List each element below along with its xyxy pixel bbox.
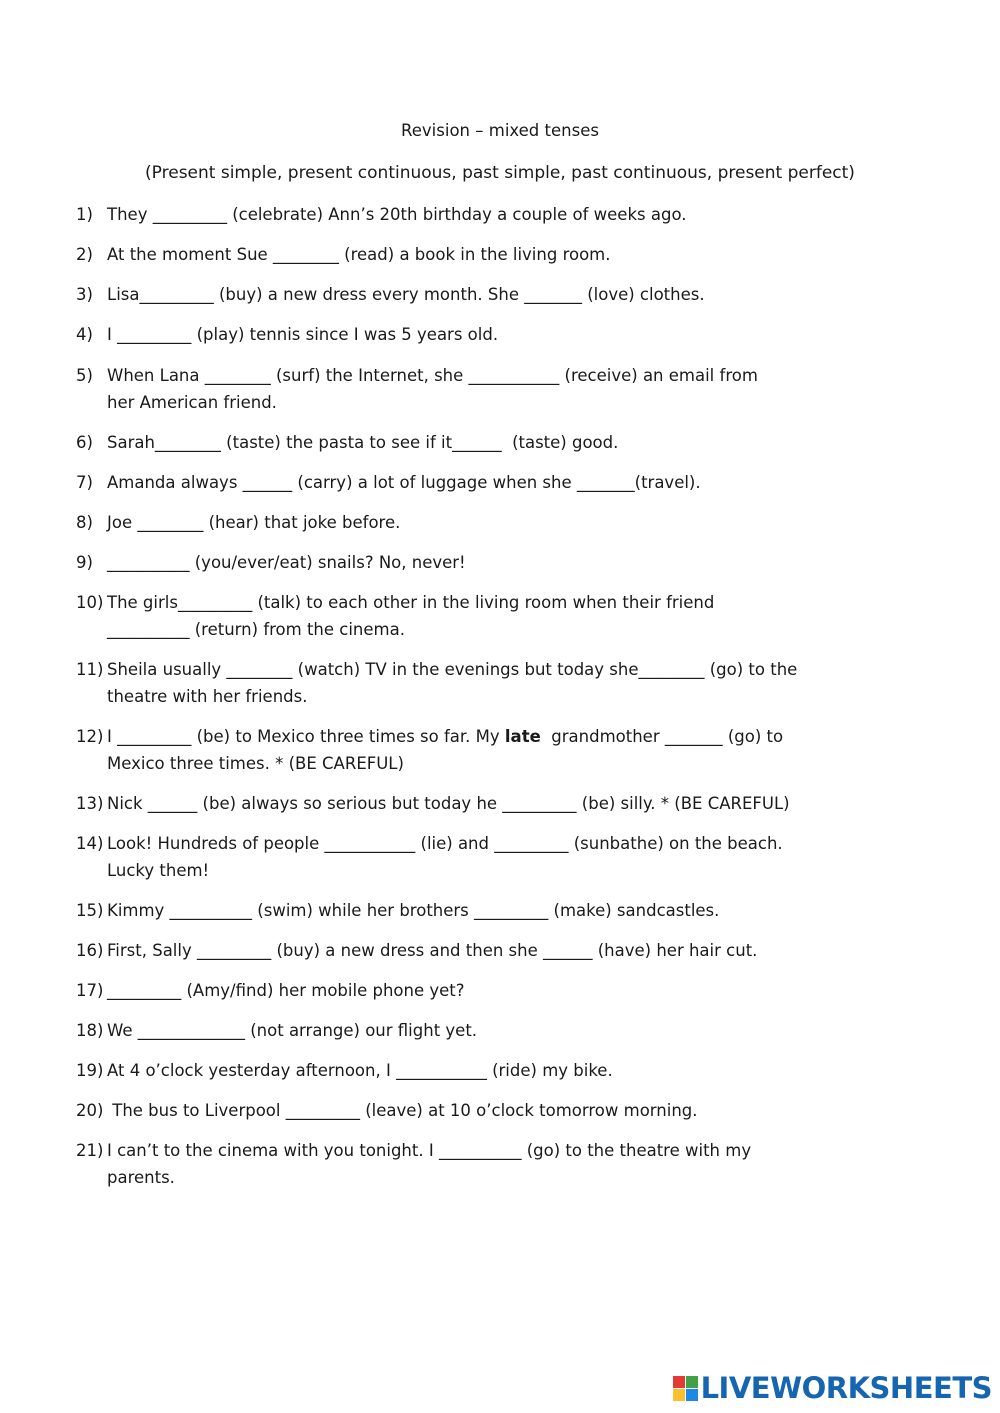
item-line: The bus to Liverpool _________ (leave) at 10 o’clock tomorrow morning. (107, 1101, 698, 1120)
item-text (107, 550, 896, 577)
item-line: At 4 o’clock yesterday afternoon, I ___________ (ride) my bike. (107, 1061, 613, 1080)
item-number: 21) (76, 1141, 104, 1160)
list-item (76, 590, 896, 643)
emphasis-word: late (504, 727, 541, 746)
item-text (107, 978, 896, 1005)
item-number: 7) (76, 473, 93, 492)
list-item (76, 322, 896, 349)
logo-square (673, 1376, 685, 1388)
item-number: 12) (76, 727, 104, 746)
item-line: _________ (Amy/find) her mobile phone yet? (107, 981, 465, 1000)
item-line: The girls_________ (talk) to each other in the living room when their friend (107, 593, 715, 612)
item-line: First, Sally _________ (buy) a new dress and then she ______ (have) her hair cut. (107, 941, 758, 960)
list-item (76, 363, 896, 416)
item-text (107, 1138, 896, 1191)
item-number: 10) (76, 593, 104, 612)
list-item (76, 510, 896, 537)
logo-text: LIVEWORKSHEETS (700, 1371, 992, 1405)
item-number: 20) (76, 1101, 104, 1120)
item-line: grandmother _______ (go) to (540, 727, 784, 746)
item-text (107, 657, 896, 710)
item-line: When Lana ________ (surf) the Internet, she ___________ (receive) an email from (107, 366, 758, 385)
item-text (107, 363, 896, 416)
item-text (107, 1098, 896, 1125)
item-line: I _________ (be) to Mexico three times so far. My (107, 727, 505, 746)
item-text (107, 510, 896, 537)
list-item (76, 242, 896, 269)
list-item (76, 1138, 896, 1191)
item-number: 16) (76, 941, 104, 960)
item-number: 18) (76, 1021, 104, 1040)
item-number: 6) (76, 433, 93, 452)
list-item (76, 430, 896, 457)
item-number: 4) (76, 325, 93, 344)
item-number: 8) (76, 513, 93, 532)
logo-mark-icon (673, 1376, 698, 1401)
item-line: I can’t to the cinema with you tonight. I __________ (go) to the theatre with my (107, 1141, 752, 1160)
list-item (76, 978, 896, 1005)
item-text (107, 724, 896, 777)
list-item (76, 282, 896, 309)
item-line: theatre with her friends. (107, 686, 308, 706)
item-number: 19) (76, 1061, 104, 1080)
item-number: 1) (76, 205, 93, 224)
item-line: At the moment Sue ________ (read) a book in the living room. (107, 245, 611, 264)
item-line: __________ (return) from the cinema. (107, 619, 405, 639)
item-line: her American friend. (107, 392, 277, 412)
item-number: 2) (76, 245, 93, 264)
item-line: I _________ (play) tennis since I was 5 years old. (107, 325, 499, 344)
item-line: __________ (you/ever/eat) snails? No, never! (107, 553, 466, 572)
item-number: 3) (76, 285, 93, 304)
logo-square (673, 1389, 685, 1401)
item-text (107, 470, 896, 497)
list-item (76, 1098, 896, 1125)
item-text (107, 898, 896, 925)
page-title: Revision – mixed tenses (401, 121, 599, 140)
item-text (107, 1058, 896, 1085)
list-item (76, 657, 896, 710)
list-item (76, 1018, 896, 1045)
item-number: 14) (76, 834, 104, 853)
item-text (107, 282, 896, 309)
list-item (76, 470, 896, 497)
item-number: 5) (76, 366, 93, 385)
item-line: Lisa_________ (buy) a new dress every month. She _______ (love) clothes. (107, 285, 705, 304)
logo-square (686, 1389, 698, 1401)
item-number: 15) (76, 901, 104, 920)
item-number: 17) (76, 981, 104, 1000)
item-number: 11) (76, 660, 104, 679)
item-number: 13) (76, 794, 104, 813)
item-line: Sheila usually ________ (watch) TV in the evenings but today she________ (go) to the (107, 660, 798, 679)
item-line: Amanda always ______ (carry) a lot of luggage when she _______(travel). (107, 473, 701, 492)
item-line: parents. (107, 1167, 175, 1187)
item-line: Joe ________ (hear) that joke before. (107, 513, 401, 532)
item-text (107, 791, 896, 818)
item-number: 9) (76, 553, 93, 572)
item-line: Lucky them! (107, 860, 210, 880)
list-item (76, 724, 896, 777)
item-line: Mexico three times. * (BE CAREFUL) (107, 753, 404, 773)
list-item (76, 898, 896, 925)
page-subtitle: (Present simple, present continuous, past simple, past continuous, present perfect) (145, 163, 855, 183)
item-line: Kimmy __________ (swim) while her brothers _________ (make) sandcastles. (107, 901, 720, 920)
item-line: Look! Hundreds of people ___________ (lie) and _________ (sunbathe) on the beach. (107, 834, 783, 853)
item-line: We _____________ (not arrange) our flight yet. (107, 1021, 478, 1040)
list-item (76, 1058, 896, 1085)
item-text (107, 430, 896, 457)
item-text (107, 831, 896, 884)
item-text (107, 590, 896, 643)
item-line: They _________ (celebrate) Ann’s 20th birthday a couple of weeks ago. (107, 205, 687, 224)
list-item (76, 831, 896, 884)
list-item (76, 550, 896, 577)
liveworksheets-logo[interactable] (673, 1373, 992, 1403)
list-item (76, 202, 896, 229)
list-item (76, 938, 896, 965)
item-text (107, 938, 896, 965)
item-line: Nick ______ (be) always so serious but today he _________ (be) silly. * (BE CAREFUL) (107, 794, 790, 813)
list-item (76, 791, 896, 818)
logo-square (686, 1376, 698, 1388)
item-text (107, 322, 896, 349)
item-text (107, 1018, 896, 1045)
item-text (107, 202, 896, 229)
item-text (107, 242, 896, 269)
item-line: Sarah________ (taste) the pasta to see if it______ (taste) good. (107, 433, 619, 452)
